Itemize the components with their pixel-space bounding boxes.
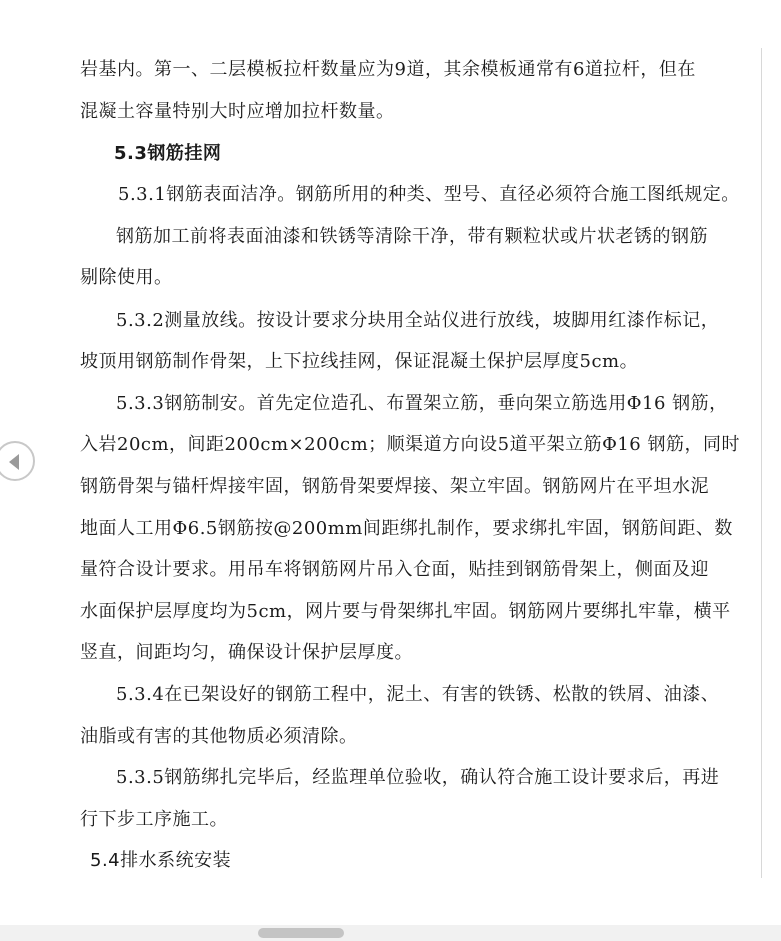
paragraph-line: 5.3.2测量放线。按设计要求分块用全站仪进行放线，坡脚用红漆作标记， bbox=[116, 310, 720, 331]
paragraph-line: 钢筋骨架与锚杆焊接牢固，钢筋骨架要焊接、架立牢固。钢筋网片在平坦水泥 bbox=[80, 476, 709, 497]
previous-page-button[interactable] bbox=[0, 441, 35, 481]
paragraph-line: 混凝土容量特别大时应增加拉杆数量。 bbox=[80, 101, 395, 122]
paragraph-line: 量符合设计要求。用吊车将钢筋网片吊入仓面，贴挂到钢筋骨架上，侧面及迎 bbox=[80, 559, 709, 580]
paragraph-line: 5.3.3钢筋制安。首先定位造孔、布置架立筋，垂向架立筋选用Φ16 钢筋， bbox=[116, 393, 728, 414]
chevron-left-icon bbox=[9, 454, 19, 470]
paragraph-line: 坡顶用钢筋制作骨架，上下拉线挂网，保证混凝土保护层厚度5cm。 bbox=[80, 351, 639, 372]
paragraph-line: 剔除使用。 bbox=[80, 267, 173, 288]
page-right-border bbox=[761, 48, 762, 878]
paragraph-line: 5.3.4在已架设好的钢筋工程中，泥土、有害的铁锈、松散的铁屑、油漆、 bbox=[116, 684, 720, 705]
paragraph-line: 岩基内。第一、二层模板拉杆数量应为9道，其余模板通常有6道拉杆，但在 bbox=[80, 59, 696, 80]
paragraph-line: 水面保护层厚度均为5cm，网片要与骨架绑扎牢固。钢筋网片要绑扎牢靠，横平 bbox=[80, 601, 731, 622]
scrollbar-thumb[interactable] bbox=[258, 928, 344, 938]
paragraph-line: 竖直，间距均匀，确保设计保护层厚度。 bbox=[80, 642, 413, 663]
horizontal-scrollbar[interactable] bbox=[0, 925, 781, 941]
paragraph-line: 行下步工序施工。 bbox=[80, 809, 228, 830]
paragraph-line: 5.3.5钢筋绑扎完毕后，经监理单位验收，确认符合施工设计要求后，再进 bbox=[116, 767, 720, 788]
paragraph-line: 油脂或有害的其他物质必须清除。 bbox=[80, 726, 358, 747]
paragraph-line: 钢筋加工前将表面油漆和铁锈等清除干净，带有颗粒状或片状老锈的钢筋 bbox=[116, 226, 708, 247]
paragraph-line: 入岩20cm，间距200cm×200cm；顺渠道方向设5道平架立筋Φ16 钢筋，同时 bbox=[80, 434, 740, 455]
section-heading-5-3: 5.3钢筋挂网 bbox=[114, 143, 222, 164]
paragraph-line: 地面人工用Φ6.5钢筋按@200mm间距绑扎制作，要求绑扎牢固，钢筋间距、数 bbox=[80, 518, 733, 539]
section-heading-5-4: 5.4排水系统安装 bbox=[90, 850, 232, 871]
paragraph-line: 5.3.1钢筋表面洁净。钢筋所用的种类、型号、直径必须符合施工图纸规定。 bbox=[118, 184, 740, 205]
